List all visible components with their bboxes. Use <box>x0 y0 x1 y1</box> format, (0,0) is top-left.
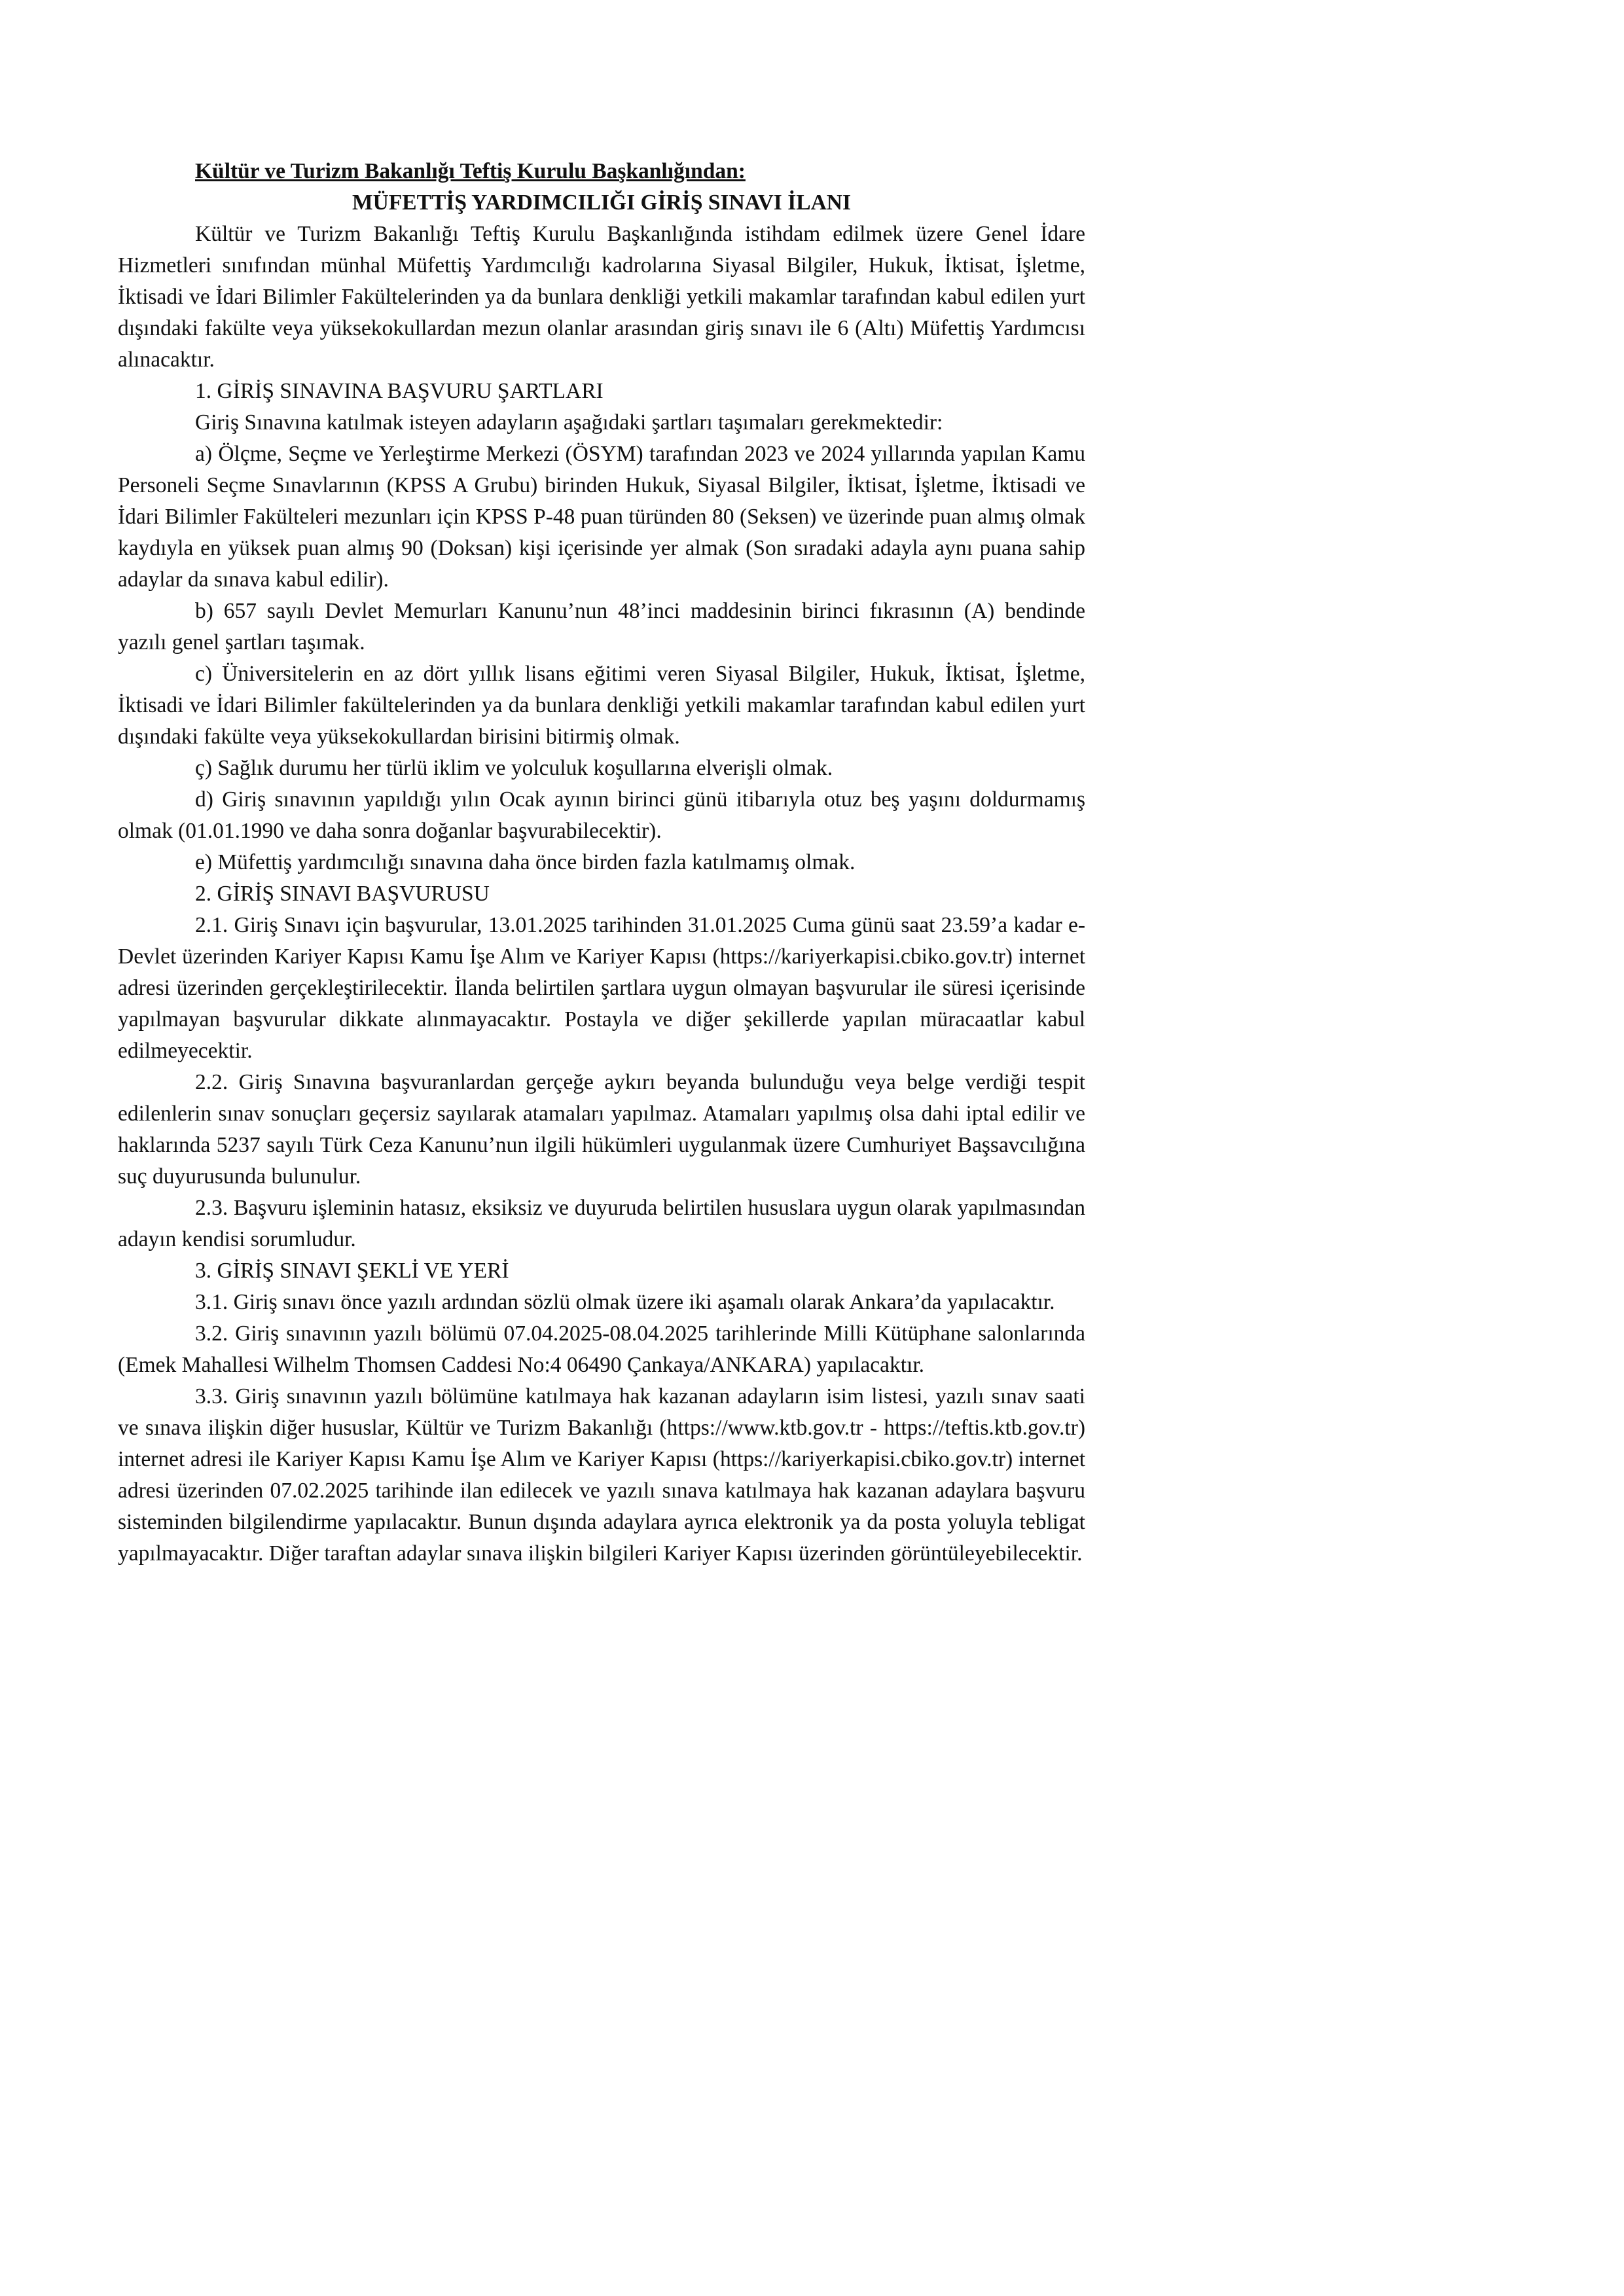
document-page <box>118 156 1085 1570</box>
section-1-item-a: a) Ölçme, Seçme ve Yerleştirme Merkezi (ÖSYM) tarafından 2023 ve 2024 yıllarında yapılan Kamu Personeli Seçme Sınavlarının (KPSS A Grubu) birinden Hukuk, Siyasal Bilgiler, İktisat, İşletme, İktisadi ve İdari Bilimler Fakülteleri mezunları için KPSS P-48 puan türünden 80 (Seksen) ve üzerinde puan almış olmak kaydıyla en yüksek puan almış 90 (Doksan) kişi içerisinde yer almak (Son sıradaki adayla aynı puana sahip adaylar da sınava kabul edilir). <box>118 442 1085 592</box>
section-1-item-c-cedilla: ç) Sağlık durumu her türlü iklim ve yolculuk koşullarına elverişli olmak. <box>195 756 833 780</box>
section-1-item-e: e) Müfettiş yardımcılığı sınavına daha önce birden fazla katılmamış olmak. <box>195 850 856 874</box>
section-3-item-2: 3.2. Giriş sınavının yazılı bölümü 07.04.2025-08.04.2025 tarihlerinde Milli Kütüphane salonlarında (Emek Mahallesi Wilhelm Thomsen Caddesi No:4 06490 Çankaya/ANKARA) yapılacaktır. <box>118 1321 1085 1377</box>
intro-paragraph: Kültür ve Turizm Bakanlığı Teftiş Kurulu Başkanlığında istihdam edilmek üzere Genel İdare Hizmetleri sınıfından münhal Müfettiş Yardımcılığı kadrolarına Siyasal Bilgiler, Hukuk, İktisat, İşletme, İktisadi ve İdari Bilimler Fakültelerinden ya da bunlara denkliği yetkili makamlar tarafından kabul edilen yurt dışındaki fakülte veya yüksekokullardan mezun olanlar arasından giriş sınavı ile 6 (Altı) Müfettiş Yardımcısı alınacaktır. <box>118 222 1085 372</box>
issuing-authority: Kültür ve Turizm Bakanlığı Teftiş Kurulu Başkanlığından: <box>195 159 746 183</box>
section-2-item-3: 2.3. Başvuru işleminin hatasız, eksiksiz ve duyuruda belirtilen hususlara uygun olarak yapılmasından adayın kendisi sorumludur. <box>118 1196 1085 1251</box>
section-3-item-1: 3.1. Giriş sınavı önce yazılı ardından sözlü olmak üzere iki aşamalı olarak Ankara’da yapılacaktır. <box>195 1290 1055 1314</box>
announcement-title: MÜFETTİŞ YARDIMCILIĞI GİRİŞ SINAVI İLANI <box>352 190 851 215</box>
section-1-item-d: d) Giriş sınavının yapıldığı yılın Ocak ayının birinci günü itibarıyla otuz beş yaşını doldurmamış olmak (01.01.1990 ve daha sonra doğanlar başvurabilecektir). <box>118 787 1085 843</box>
section-3-title: 3. GİRİŞ SINAVI ŞEKLİ VE YERİ <box>195 1259 509 1283</box>
section-1-lead: Giriş Sınavına katılmak isteyen adayların aşağıdaki şartları taşımaları gerekmektedir: <box>195 410 943 435</box>
section-1-item-c: c) Üniversitelerin en az dört yıllık lisans eğitimi veren Siyasal Bilgiler, Hukuk, İktisat, İşletme, İktisadi ve İdari Bilimler fakültelerinden ya da bunlara denkliği yetkili makamlar tarafından kabul edilen yurt dışındaki fakülte veya yüksekokullardan birisini bitirmiş olmak. <box>118 662 1085 749</box>
section-1-item-b: b) 657 sayılı Devlet Memurları Kanunu’nun 48’inci maddesinin birinci fıkrasının (A) bendinde yazılı genel şartları taşımak. <box>118 599 1085 655</box>
section-2-item-2: 2.2. Giriş Sınavına başvuranlardan gerçeğe aykırı beyanda bulunduğu veya belge verdiği tespit edilenlerin sınav sonuçları geçersiz sayılarak atamaları yapılmaz. Atamaları yapılmış olsa dahi iptal edilir ve haklarında 5237 sayılı Türk Ceza Kanunu’nun ilgili hükümleri uygulanmak üzere Cumhuriyet Başsavcılığına suç duyurusunda bulunulur. <box>118 1070 1085 1189</box>
section-2-item-1: 2.1. Giriş Sınavı için başvurular, 13.01.2025 tarihinden 31.01.2025 Cuma günü saat 23.59’a kadar e-Devlet üzerinden Kariyer Kapısı Kamu İşe Alım ve Kariyer Kapısı (https://kariyerkapisi.cbiko.gov.tr) internet adresi üzerinden gerçekleştirilecektir. İlanda belirtilen şartlara uygun olmayan başvurular ile süresi içerisinde yapılmayan başvurular dikkate alınmayacaktır. Postayla ve diğer şekillerde yapılan müracaatlar kabul edilmeyecektir. <box>118 913 1085 1063</box>
section-1-title: 1. GİRİŞ SINAVINA BAŞVURU ŞARTLARI <box>195 379 604 403</box>
section-2-title: 2. GİRİŞ SINAVI BAŞVURUSU <box>195 882 490 906</box>
section-3-item-3: 3.3. Giriş sınavının yazılı bölümüne katılmaya hak kazanan adayların isim listesi, yazılı sınav saati ve sınava ilişkin diğer hususlar, Kültür ve Turizm Bakanlığı (https://www.ktb.gov.tr - https://teftis.ktb.gov.tr) internet adresi ile Kariyer Kapısı Kamu İşe Alım ve Kariyer Kapısı (https://kariyerkapisi.cbiko.gov.tr) internet adresi üzerinden 07.02.2025 tarihinde ilan edilecek ve yazılı sınava katılmaya hak kazanan adaylara başvuru sisteminden bilgilendirme yapılacaktır. Bunun dışında adaylara ayrıca elektronik ya da posta yoluyla tebligat yapılmayacaktır. Diğer taraftan adaylar sınava ilişkin bilgileri Kariyer Kapısı üzerinden görüntüleyebilecektir. <box>118 1384 1085 1566</box>
